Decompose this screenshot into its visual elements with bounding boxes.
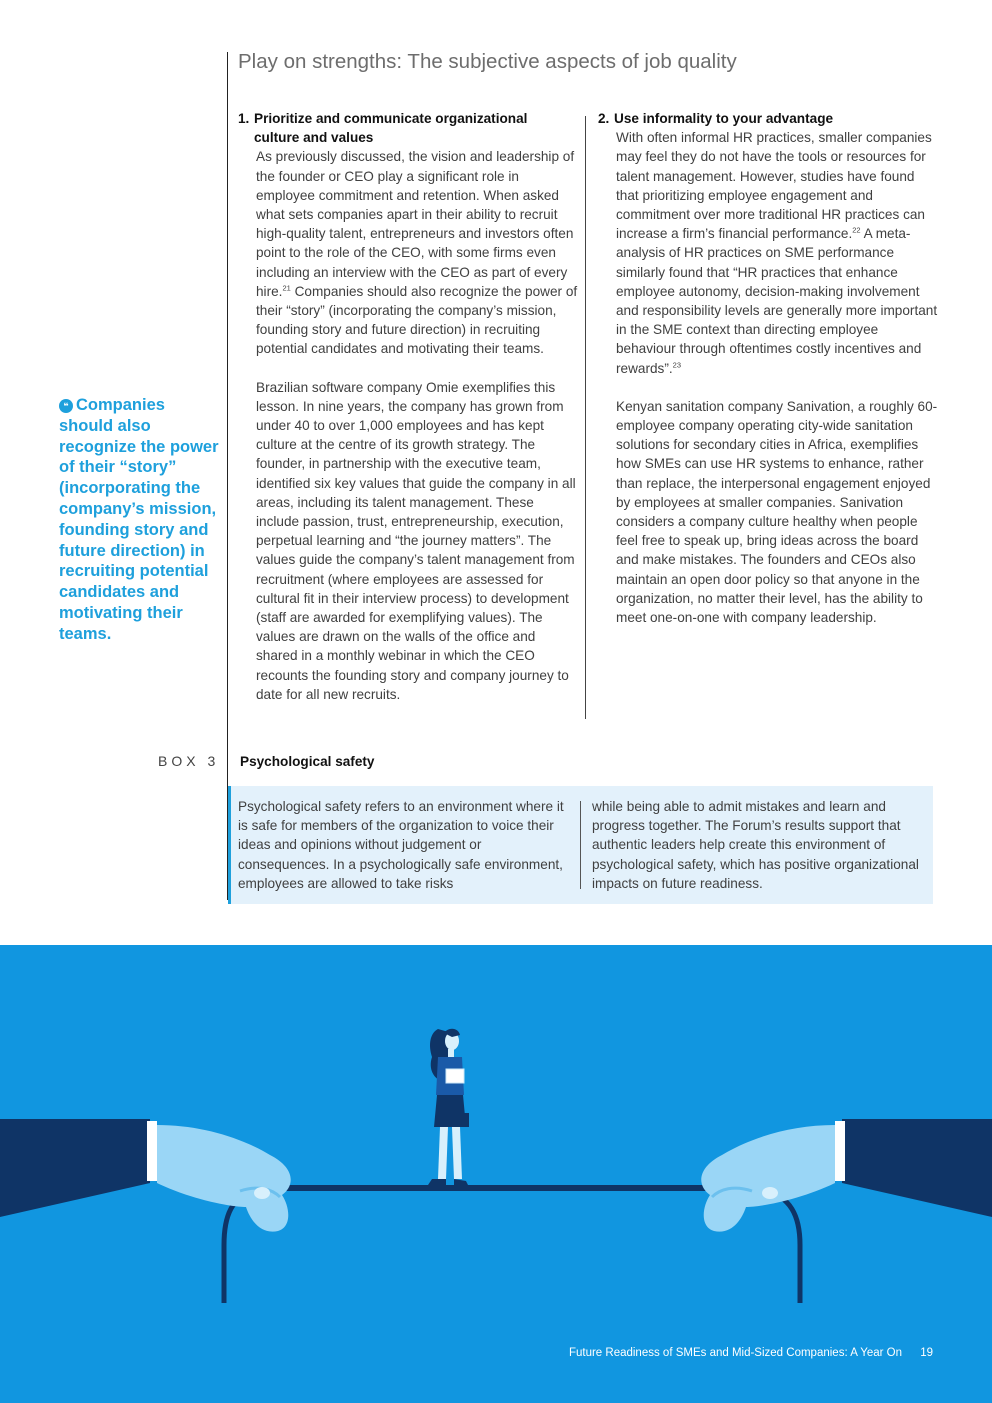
section-1-heading (238, 109, 578, 147)
box-label: BOX 3 (158, 753, 220, 769)
quote-icon: ❝ (59, 399, 73, 413)
box-column-divider (580, 801, 581, 889)
rope-right-loop (765, 1190, 800, 1303)
section-1 (238, 109, 578, 723)
right-cuff (835, 1121, 845, 1181)
left-hand (157, 1125, 291, 1232)
section-2-heading (598, 109, 938, 128)
footnote-ref: 22 (852, 225, 861, 235)
column-divider (585, 116, 586, 719)
section-1-paragraph-1: As previously discussed, the vision and leadership of the founder or CEO play a significant role in employee commitment and retention. When asked what sets companies apart in their ability to recruit high-quality talent, entrepreneurs and investors often point to the role of the CEO, with some firms even including an interview with the CEO as part of every hire.$^{21}$ Companies should also recognize the power of their “story” (incorporating the company’s mission, founding story and future direction) in recruiting potential candidates and motivating their teams. (256, 149, 578, 357)
section-2-paragraph-2: Kenyan sanitation company Sanivation, a roughly 60-employee company operating city-wide sanitation solutions for secondary cities in Africa, exemplifies how SMEs can use HR systems to enhance, rather than replace, the interpersonal engagement enjoyed by employees at smaller companies. Sanivation considers a company culture healthy when people feel free to speak up, bring ideas across the board and make mistakes. The founders and CEOs also maintain an open door policy so that anyone in the organization, no matter their level, has the ability to meet one-on-one with company leadership. (616, 398, 938, 626)
woman-figure (428, 1029, 469, 1185)
footnote-ref: 21 (282, 283, 291, 293)
pull-quote-text: Companies should also recognize the power of their “story” (incorporating the company’s mission, founding story and future direction) in recruiting potential candidates and motivating their teams. (59, 396, 219, 643)
pull-quote (59, 395, 221, 645)
section-1-heading-line1: Prioritize and communicate organizational (254, 111, 528, 126)
tightrope-illustration (0, 945, 992, 1403)
section-2-heading-text: Use informality to your advantage (614, 111, 834, 126)
box-text-col2: while being able to admit mistakes and learn and progress together. The Forum’s results support that authentic leaders help create this environment of psychological safety, which has positive organizational impacts on future readiness. (592, 799, 919, 891)
page-title: Play on strengths: The subjective aspects of job quality (238, 50, 737, 73)
left-sleeve (0, 1119, 150, 1217)
right-sleeve (842, 1119, 992, 1217)
margin-rule (227, 52, 228, 900)
box-title: Psychological safety (240, 754, 375, 769)
page-number: 19 (920, 1347, 933, 1359)
right-hand (701, 1125, 835, 1232)
section-1-number: 1. (238, 111, 250, 126)
footer-title: Future Readiness of SMEs and Mid-Sized Companies: A Year On (568, 1347, 902, 1359)
section-2-paragraph-1: With often informal HR practices, smaller companies may feel they do not have the tools or resources for talent management. However, studies have found that prioritizing employee engagement and commitment over more traditional HR practices can increase a firm’s financial performance.$^{22}$ A meta-analysis of HR practices on SME performance similarly found that “HR practices that enhance employee autonomy, decision-making involvement and responsibility levels are generally more important in the SME context than directing employee behaviour through oftentimes costly incentives and rewards”.$^{23}$ (616, 130, 938, 376)
section-1-heading-line2: culture and values (254, 130, 374, 146)
illustration-banner (0, 945, 992, 1403)
box-text-col1: Psychological safety refers to an environment where it is safe for members of the organization to voice their ideas and opinions without judgement or consequences. In a psychologically safe environment, employees are allowed to take risks (238, 799, 564, 891)
section-2-number: 2. (598, 111, 610, 126)
section-1-paragraph-2: Brazilian software company Omie exemplifies this lesson. In nine years, the company has grown from under 40 to over 1,000 employees and has kept culture at the centre of its growth strategy. The founder, in partnership with the executive team, identified six key values that guide the company in all areas, including its talent management. These include passion, trust, entrepreneurship, execution, perpetual learning and “the journey matters”. The values guide the company’s talent management from recruitment (where employees are assessed for cultural fit in their interview process) to development (staff are awarded for exemplifying values). The values are drawn on the walls of the office and shared in a monthly webinar in which the CEO recounts the founding story and company journey to date for all new recruits. (256, 379, 576, 702)
section-2 (598, 109, 938, 646)
footnote-ref: 23 (672, 360, 681, 370)
left-cuff (147, 1121, 157, 1181)
